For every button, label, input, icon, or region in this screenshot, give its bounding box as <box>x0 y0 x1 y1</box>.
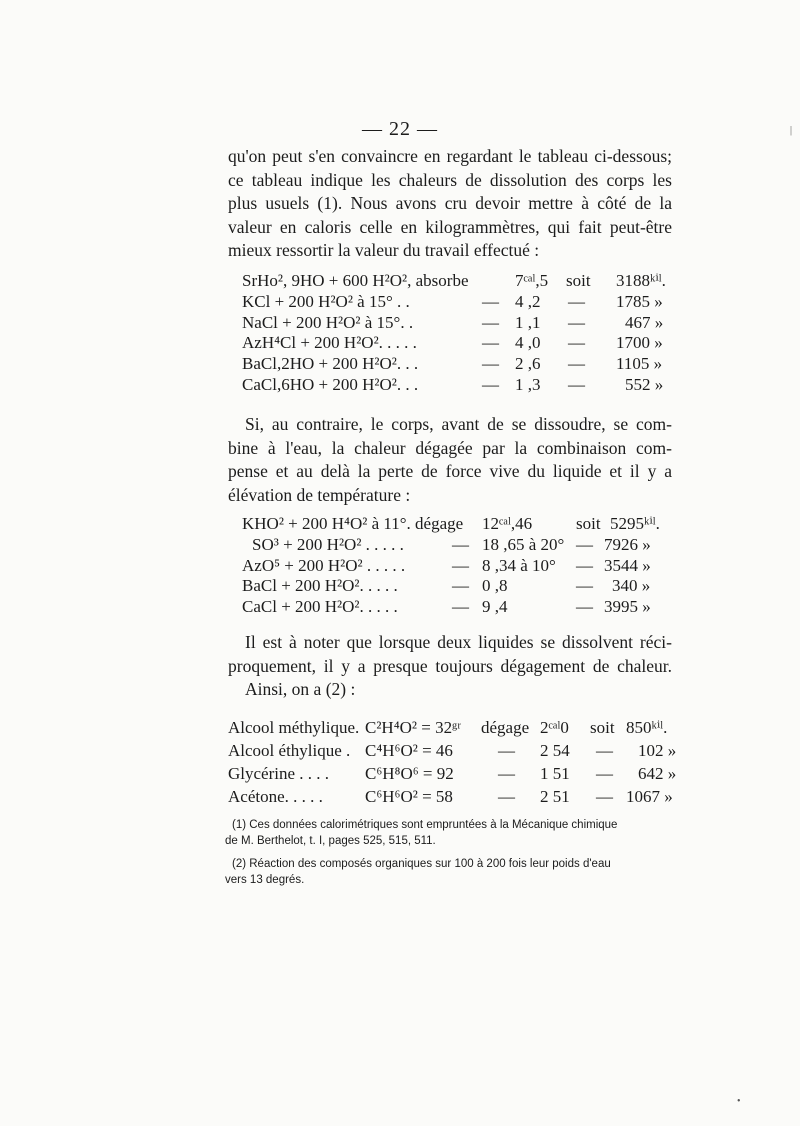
footnote-1 <box>225 818 670 849</box>
compound-cell: SO³ + 200 H²O² . . . . . <box>252 534 404 554</box>
compound-cell: BaCl + 200 H²O². . . . . <box>242 576 398 596</box>
compound-cell: NaCl + 200 H²O² à 15°. . <box>242 312 414 332</box>
dash-cell: — <box>452 597 469 617</box>
footnote-line: de M. Berthelot, t. I, pages 525, 515, 511. <box>225 834 436 847</box>
dash-cell: — <box>482 333 499 353</box>
footnote-line: (2) Réaction des composés organiques sur 100 à 200 fois leur poids d'eau <box>232 858 611 870</box>
calorie-cell: 2ᶜᵃˡ0 <box>540 718 569 737</box>
dash-cell: — <box>452 576 469 596</box>
kilogrammetre-cell: 850ᵏⁱˡ. <box>626 718 668 737</box>
compound-name-cell: Glycérine . . . . <box>228 764 330 783</box>
compound-cell: AzH⁴Cl + 200 H²O². . . . . <box>242 333 417 353</box>
soit-cell: — <box>568 374 585 394</box>
calorie-cell: 9 ,4 <box>482 597 508 617</box>
paragraph-line: qu'on peut s'en convaincre en regardant le tableau ci-dessous; <box>228 146 672 166</box>
calorie-cell: 12ᶜᵃˡ,46 <box>482 514 533 533</box>
paragraph-line: valeur en caloris celle en kilogrammètres, qui fait peut-être <box>228 216 672 237</box>
soit-cell: — <box>596 787 613 806</box>
kilogrammetre-cell: 642 » <box>638 764 677 783</box>
soit-cell: soit <box>590 718 615 737</box>
compound-cell: BaCl,2HO + 200 H²O². . . <box>242 354 419 374</box>
dash-cell: — <box>482 312 499 332</box>
calorie-cell: 4 ,0 <box>515 333 541 353</box>
formula-cell: C⁶H⁸O⁶ = 92 <box>365 764 454 783</box>
calorie-cell: 1 51 <box>540 764 570 783</box>
compound-cell: KHO² + 200 H⁴O² à 11°. dégage <box>242 514 464 533</box>
soit-cell: — <box>568 312 585 332</box>
kilogrammetre-cell: 3188ᵏⁱˡ. <box>616 271 666 290</box>
calorie-cell: 0 ,8 <box>482 576 508 596</box>
soit-cell: — <box>568 291 585 311</box>
page-number: — 22 — <box>362 118 438 140</box>
compound-cell: CaCl + 200 H²O². . . . . <box>242 597 398 617</box>
paragraph-line: mieux ressortir la valeur du travail effectué : <box>228 240 540 261</box>
dash-cell: — <box>498 787 515 806</box>
paragraph-line: proquement, il y a presque toujours dégagement de chaleur. <box>228 655 672 676</box>
kilogrammetre-cell: 340 » <box>612 576 651 596</box>
formula-cell: C⁶H⁶O² = 58 <box>365 787 453 806</box>
paragraph-line: pense et au delà la perte de force vive du liquide et il y a <box>228 461 672 482</box>
soit-cell: — <box>576 534 593 554</box>
formula-cell: C²H⁴O² = 32ᵍʳ <box>365 718 461 737</box>
soit-cell: — <box>596 764 613 783</box>
calorie-cell: 1 ,1 <box>515 312 541 332</box>
soit-cell: — <box>576 597 593 617</box>
kilogrammetre-cell: 1700 » <box>616 333 663 353</box>
paragraph-line: Ainsi, on a (2) : <box>245 679 356 700</box>
kilogrammetre-cell: 3995 » <box>604 597 651 617</box>
calorie-cell: 8 ,34 à 10° <box>482 555 556 575</box>
margin-speck: | <box>790 125 793 136</box>
calorie-cell: 2 ,6 <box>515 354 541 374</box>
kilogrammetre-cell: 3544 » <box>604 555 651 575</box>
paragraph-line: plus usuels (1). Nous avons cru devoir mettre à côté de la <box>228 193 672 214</box>
formula-cell: C⁴H⁶O² = 46 <box>365 741 453 760</box>
final-paragraph <box>228 631 672 702</box>
intro-paragraph <box>228 145 672 263</box>
margin-speck: • <box>737 1096 741 1107</box>
calorie-cell: 18 ,65 à 20° <box>482 534 565 554</box>
middle-paragraph <box>228 413 672 507</box>
dash-cell: — <box>498 741 515 760</box>
dash-cell: — <box>482 374 499 394</box>
compound-cell: SrHo², 9HO + 600 H²O², absorbe <box>242 271 469 290</box>
soit-cell: — <box>576 576 593 596</box>
paragraph-line: Il est à noter que lorsque deux liquides se dissolvent réci- <box>245 632 672 652</box>
footnote-line: (1) Ces données calorimétriques sont empruntées à la Mécanique chimique <box>232 819 618 831</box>
dash-cell: — <box>452 534 469 554</box>
compound-cell: AzO⁵ + 200 H²O² . . . . . <box>242 555 406 575</box>
kilogrammetre-cell: 552 » <box>625 374 664 394</box>
kilogrammetre-cell: 102 » <box>638 741 677 760</box>
compound-cell: KCl + 200 H²O² à 15° . . <box>242 291 410 311</box>
kilogrammetre-cell: 1067 » <box>626 787 673 806</box>
soit-cell: soit <box>576 514 601 533</box>
soit-cell: — <box>568 354 585 374</box>
kilogrammetre-cell: 7926 » <box>604 534 651 554</box>
compound-name-cell: Acétone. . . . . <box>228 787 323 806</box>
kilogrammetre-cell: 467 » <box>625 312 664 332</box>
calorie-cell: 4 ,2 <box>515 291 541 311</box>
dash-cell: dégage <box>481 718 530 737</box>
calorie-cell: 2 54 <box>540 741 570 760</box>
dash-cell: — <box>498 764 515 783</box>
calorie-cell: 2 51 <box>540 787 570 806</box>
paragraph-line: élévation de température : <box>228 484 411 505</box>
soit-cell: soit <box>566 271 591 290</box>
footnote-line: vers 13 degrés. <box>225 873 305 886</box>
paragraph-line: Si, au contraire, le corps, avant de se dissoudre, se com- <box>245 414 672 434</box>
soit-cell: — <box>568 333 585 353</box>
compound-cell: CaCl,6HO + 200 H²O². . . <box>242 374 419 394</box>
compound-name-cell: Alcool éthylique . <box>228 741 351 760</box>
calorie-cell: 1 ,3 <box>515 374 541 394</box>
calorie-cell: 7ᶜᵃˡ,5 <box>515 271 549 290</box>
soit-cell: — <box>576 555 593 575</box>
soit-cell: — <box>596 741 613 760</box>
kilogrammetre-cell: 1785 » <box>616 291 663 311</box>
paragraph-line: bine à l'eau, la chaleur dégagée par la combinaison com- <box>228 437 672 458</box>
dash-cell: — <box>482 291 499 311</box>
compound-name-cell: Alcool méthylique. <box>228 718 360 737</box>
paragraph-line: ce tableau indique les chaleurs de dissolution des corps les <box>228 169 672 190</box>
kilogrammetre-cell: 1105 » <box>616 354 663 374</box>
dash-cell: — <box>452 555 469 575</box>
dash-cell: — <box>482 354 499 374</box>
footnote-2 <box>225 857 670 888</box>
kilogrammetre-cell: 5295ᵏⁱˡ. <box>610 514 660 533</box>
